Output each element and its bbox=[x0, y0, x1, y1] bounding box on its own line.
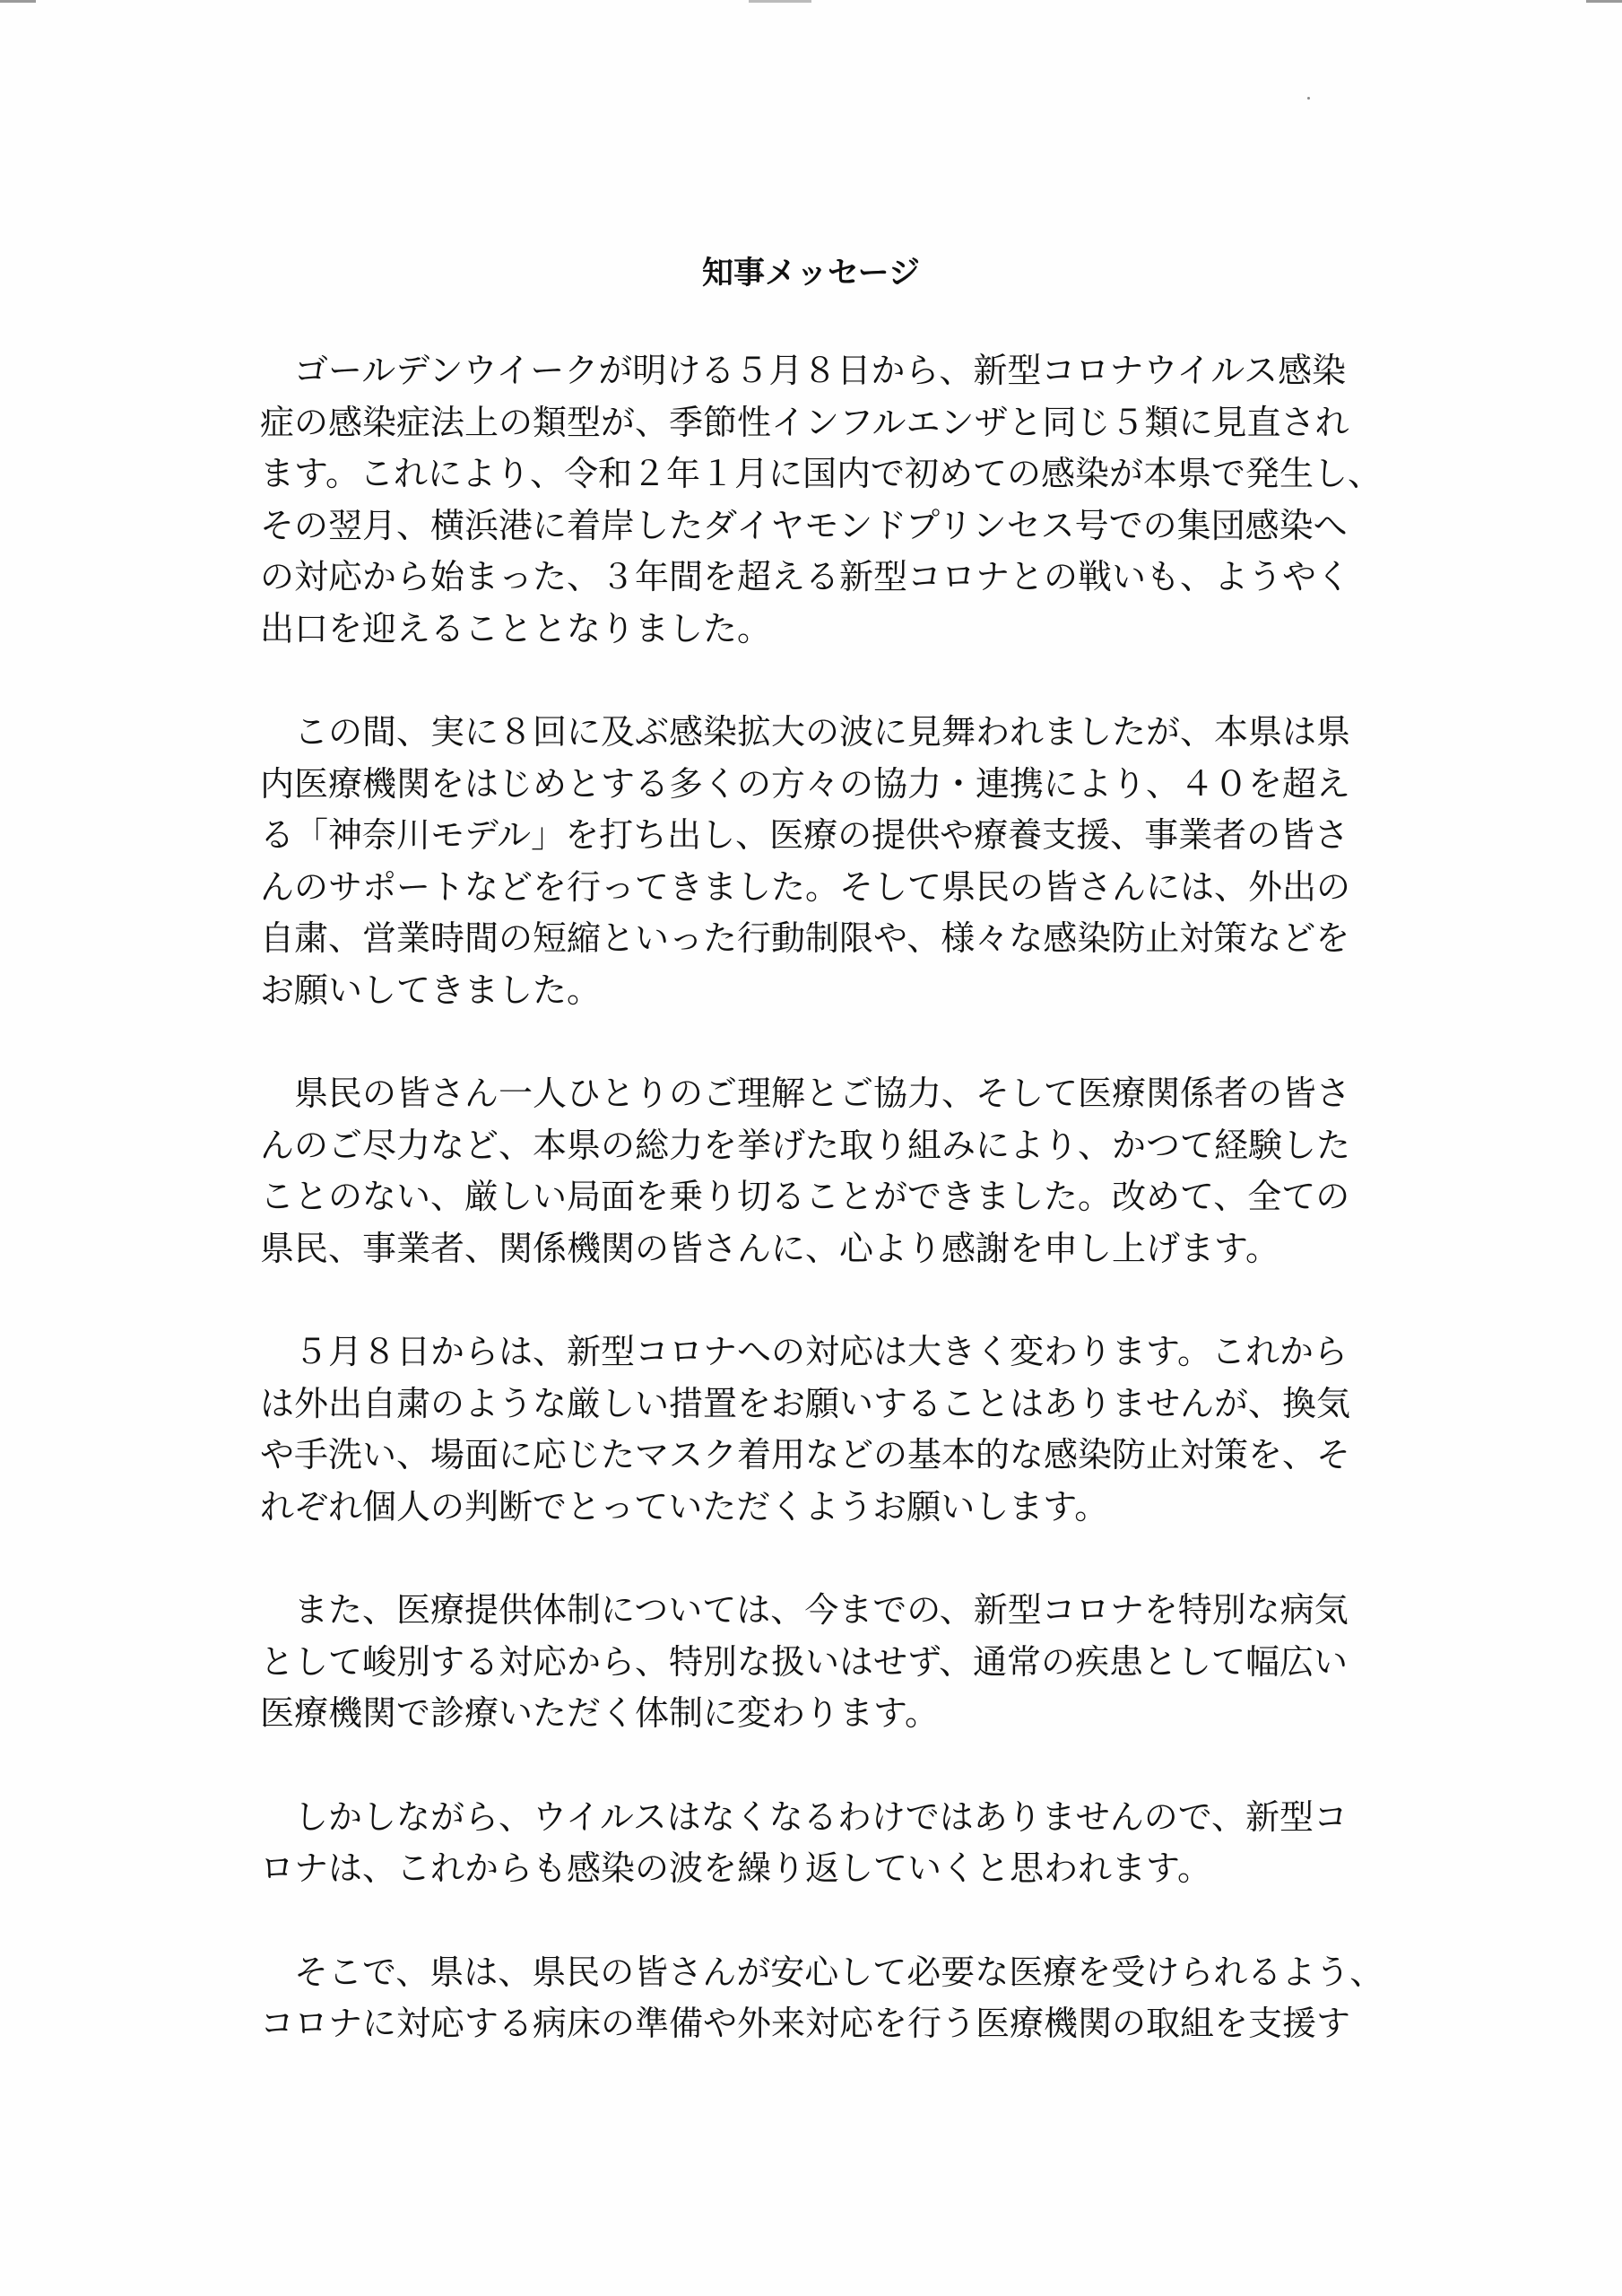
text-line: 県民の皆さん一人ひとりのご理解とご協力、そして医療関係者の皆さ bbox=[260, 1074, 1351, 1113]
text-line: 内医療機関をはじめとする多くの方々の協力・連携により、４０を超え bbox=[260, 763, 1351, 804]
text-line: は外出自粛のような厳しい措置をお願いすることはありませんが、換気 bbox=[260, 1383, 1351, 1423]
text-line: ５月８日からは、新型コロナへの対応は大きく変わります。これから bbox=[260, 1332, 1348, 1371]
text-line: その翌月、横浜港に着岸したダイヤモンドプリンセス号での集団感染へ bbox=[260, 505, 1348, 545]
paragraph bbox=[260, 1068, 1381, 1274]
text-line: る「神奈川モデル」を打ち出し、医療の提供や療養支援、事業者の皆さ bbox=[260, 815, 1349, 855]
text-line: 自粛、営業時間の短縮といった行動制限や、様々な感染防止対策などを bbox=[260, 918, 1350, 958]
text-line: 症の感染症法上の類型が、季節性インフルエンザと同じ５類に見直され bbox=[260, 402, 1349, 442]
text-line: れぞれ個人の判断でとっていただくようお願いします。 bbox=[260, 1486, 1109, 1526]
scan-speck bbox=[1307, 97, 1310, 100]
scan-edge-mark bbox=[749, 0, 811, 3]
paragraph bbox=[260, 707, 1381, 1016]
paragraph bbox=[260, 345, 1381, 655]
document-body bbox=[260, 345, 1384, 2102]
text-line: コロナに対応する病床の準備や外来対応を行う医療機関の取組を支援す bbox=[260, 2004, 1351, 2043]
text-line: の対応から始まった、３年間を超える新型コロナとの戦いも、ようやく bbox=[260, 557, 1351, 596]
text-line: んのご尽力など、本県の総力を挙げた取り組みにより、かつて経験した bbox=[260, 1125, 1351, 1165]
document-title: 知事メッセージ bbox=[702, 255, 920, 291]
text-line: この間、実に８回に及ぶ感染拡大の波に見舞われましたが、本県は県 bbox=[260, 712, 1351, 752]
text-line: ロナは、これからも感染の波を繰り返していくと思われます。 bbox=[260, 1848, 1211, 1888]
text-line: んのサポートなどを行ってきました。そして県民の皆さんには、外出の bbox=[260, 866, 1351, 907]
text-line: 出口を迎えることとなりました。 bbox=[260, 608, 772, 648]
scan-edge-mark bbox=[1586, 0, 1622, 3]
text-line: そこで、県は、県民の皆さんが安心して必要な医療を受けられるよう、 bbox=[260, 1952, 1384, 1992]
text-line: しかしながら、ウイルスはなくなるわけではありませんので、新型コ bbox=[260, 1796, 1348, 1837]
text-line: ゴールデンウイークが明ける５月８日から、新型コロナウイルス感染 bbox=[260, 351, 1347, 390]
text-line: また、医療提供体制については、今までの、新型コロナを特別な病気 bbox=[260, 1590, 1349, 1630]
text-line: や手洗い、場面に応じたマスク着用などの基本的な感染防止対策を、そ bbox=[260, 1435, 1351, 1474]
paragraph bbox=[260, 1585, 1381, 1740]
text-line: 医療機関で診療いただく体制に変わります。 bbox=[260, 1693, 939, 1733]
text-line: ます。これにより、令和２年１月に国内で初めての感染が本県で発生し、 bbox=[260, 454, 1382, 493]
text-line: として峻別する対応から、特別な扱いはせず、通常の疾患として幅広い bbox=[260, 1641, 1348, 1682]
paragraph bbox=[260, 1792, 1381, 1895]
paragraph bbox=[260, 1947, 1384, 2050]
text-line: 県民、事業者、関係機関の皆さんに、心より感謝を申し上げます。 bbox=[260, 1228, 1279, 1268]
text-line: ことのない、厳しい局面を乗り切ることができました。改めて、全ての bbox=[260, 1177, 1350, 1216]
scan-edge-mark bbox=[0, 0, 36, 3]
text-line: お願いしてきました。 bbox=[260, 970, 602, 1010]
paragraph bbox=[260, 1326, 1381, 1533]
